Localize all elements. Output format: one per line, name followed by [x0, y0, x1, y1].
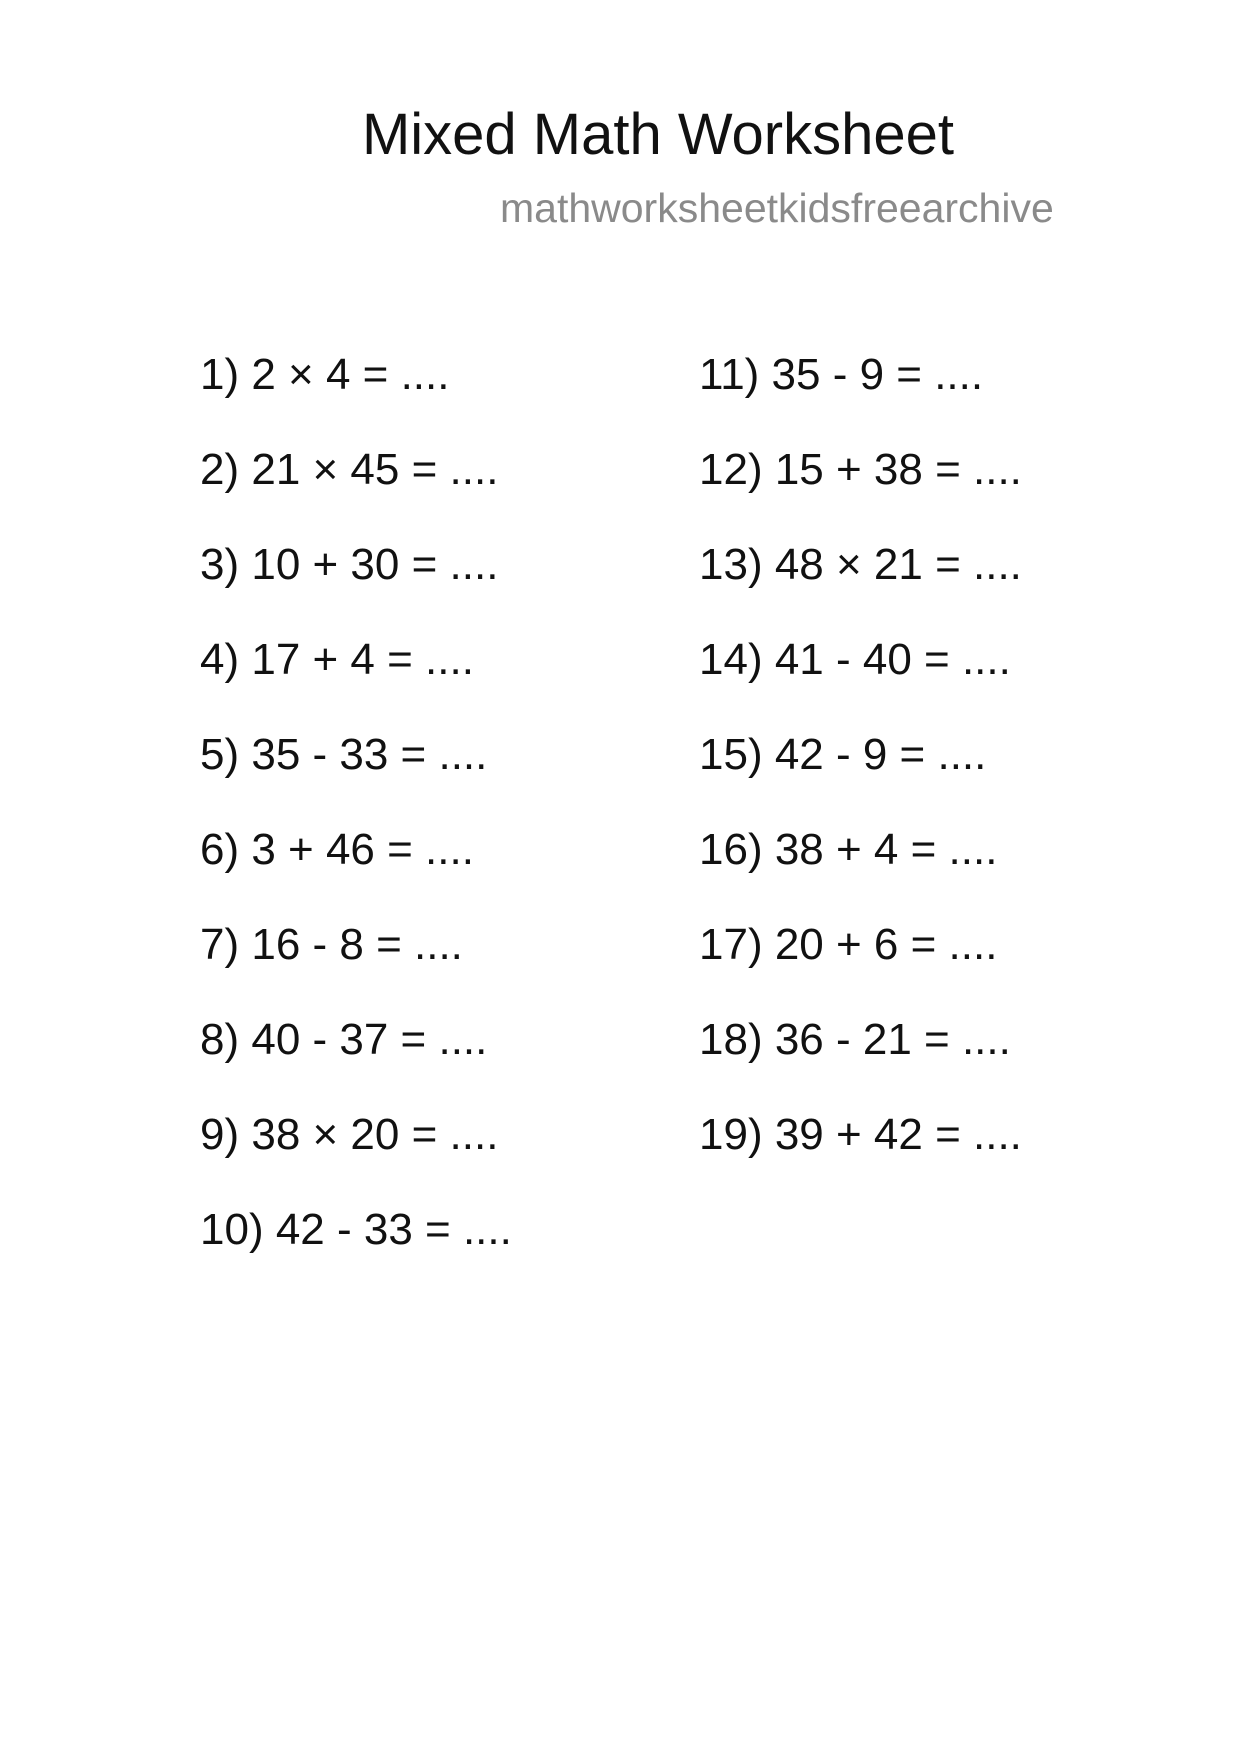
problem-2: 2) 21 × 45 = ....: [200, 445, 499, 494]
problem-11: 11) 35 - 9 = ....: [699, 350, 984, 399]
problem-4: 4) 17 + 4 = ....: [200, 635, 474, 684]
problem-8: 8) 40 - 37 = ....: [200, 1015, 488, 1064]
problem-18: 18) 36 - 21 = ....: [699, 1015, 1011, 1064]
problem-6: 6) 3 + 46 = ....: [200, 825, 474, 874]
problem-column-right: [699, 345, 1159, 1200]
problem-19: 19) 39 + 42 = ....: [699, 1110, 1022, 1159]
page-subtitle: mathworksheetkidsfreearchive: [500, 185, 1054, 231]
problem-13: 13) 48 × 21 = ....: [699, 540, 1022, 589]
problem-14: 14) 41 - 40 = ....: [699, 635, 1011, 684]
problem-5: 5) 35 - 33 = ....: [200, 730, 488, 779]
problem-15: 15) 42 - 9 = ....: [699, 730, 987, 779]
problem-12: 12) 15 + 38 = ....: [699, 445, 1022, 494]
problem-3: 3) 10 + 30 = ....: [200, 540, 499, 589]
problem-16: 16) 38 + 4 = ....: [699, 825, 998, 874]
page-title: Mixed Math Worksheet: [361, 102, 955, 167]
problem-17: 17) 20 + 6 = ....: [699, 920, 998, 969]
problem-7: 7) 16 - 8 = ....: [200, 920, 463, 969]
problem-9: 9) 38 × 20 = ....: [200, 1110, 499, 1159]
problem-1: 1) 2 × 4 = ....: [200, 350, 450, 399]
problem-column-left: [200, 345, 660, 1295]
problem-10: 10) 42 - 33 = ....: [200, 1205, 512, 1254]
